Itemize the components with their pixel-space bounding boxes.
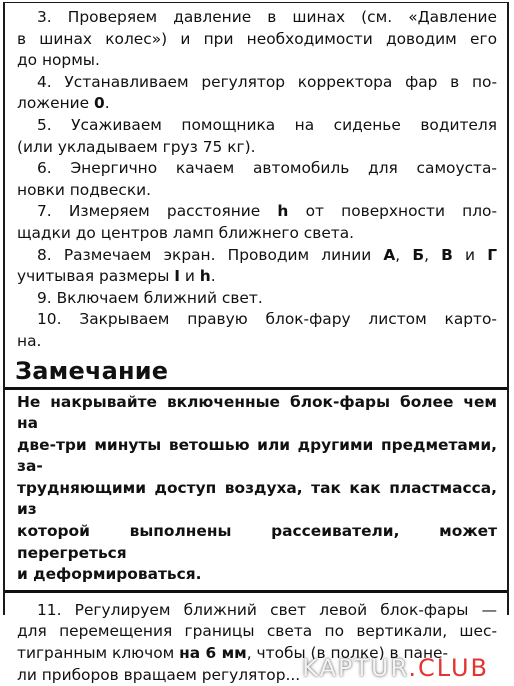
step-7	[5, 201, 507, 244]
bold-term: h	[199, 267, 211, 286]
step-3	[5, 7, 507, 72]
note-title: Замечание	[15, 356, 169, 385]
bold-term: h	[277, 202, 289, 221]
note-box	[5, 387, 507, 593]
step-7-line-2: щадки до центров ламп ближнего света.	[17, 223, 355, 242]
step-3-line-2: в шинах колес») и при необходимости доводим его	[17, 29, 497, 48]
step-6	[5, 158, 507, 201]
step-5-line-2: (или укладываем груз 75 кг).	[17, 137, 256, 156]
note-line-2: две-три минуты ветошью или другими предметами, за-	[17, 435, 497, 476]
step-3-line-1: 3. Проверяем давление в шинах (см. «Давление	[37, 8, 497, 26]
step-10	[5, 309, 507, 352]
step-4-line-2: ложение 0.	[17, 94, 110, 113]
step-8	[5, 245, 507, 288]
step-11-line-3: тигранным ключом на 6 мм, чтобы (в полке) в пане-	[17, 644, 449, 663]
manual-page	[3, 2, 509, 684]
bold-term: I	[174, 267, 180, 286]
step-6-line-1: 6. Энергично качаем автомобиль для самоуста-	[37, 159, 497, 178]
note-line-3: трудняющими доступ воздуха, так как пластмасса, из	[17, 478, 497, 519]
step-10-line-2: на.	[17, 331, 42, 350]
watermark-main: KAPTUR	[302, 654, 409, 683]
step-9	[5, 288, 507, 310]
step-8-line-2: учитывая размеры I и h.	[17, 267, 216, 286]
step-11-block	[5, 600, 507, 686]
watermark-logo	[302, 654, 489, 682]
note-line-4: которой выполнены рассеиватели, может перегреться	[17, 522, 497, 562]
watermark-accent: .CLUB	[408, 654, 489, 683]
step-10-line-1: 10. Закрываем правую блок-фару листом карто-	[37, 310, 497, 329]
step-3-line-3: до нормы.	[17, 51, 100, 70]
step-7-line-1: 7. Измеряем расстояние h от поверхности пло-	[37, 202, 497, 221]
steps-list	[5, 3, 507, 353]
step-5-line-1: 5. Усаживаем помощника на сиденье водителя	[37, 115, 497, 134]
step-5	[5, 115, 507, 158]
step-4	[5, 72, 507, 115]
step-11-line-4: ли приборов вращаем регулятор...	[17, 665, 301, 684]
bold-term: на 6 мм	[179, 644, 247, 663]
step-6-line-2: новки подвески.	[17, 180, 152, 199]
step-8-line-1: 8. Размечаем экран. Проводим линии А, Б, В и Г	[37, 245, 498, 264]
step-11-line-1: 11. Регулируем ближний свет левой блок-фары —	[37, 600, 497, 619]
bold-term: 0	[94, 94, 105, 113]
step-4-line-1: 4. Устанавливаем регулятор корректора фар в по-	[37, 72, 497, 91]
note-line-1: Не накрывайте включенные блок-фары более чем на	[17, 392, 497, 433]
bold-term: В	[441, 245, 453, 264]
note-line-5: и деформироваться.	[17, 565, 202, 584]
step-9-line-1: 9. Включаем ближний свет.	[37, 288, 263, 307]
step-11-line-2: для перемещения границы света по вертикали, шес-	[17, 622, 497, 641]
bold-term: А	[383, 245, 396, 264]
bold-term: Б	[412, 245, 425, 264]
bold-term: Г	[487, 245, 498, 264]
